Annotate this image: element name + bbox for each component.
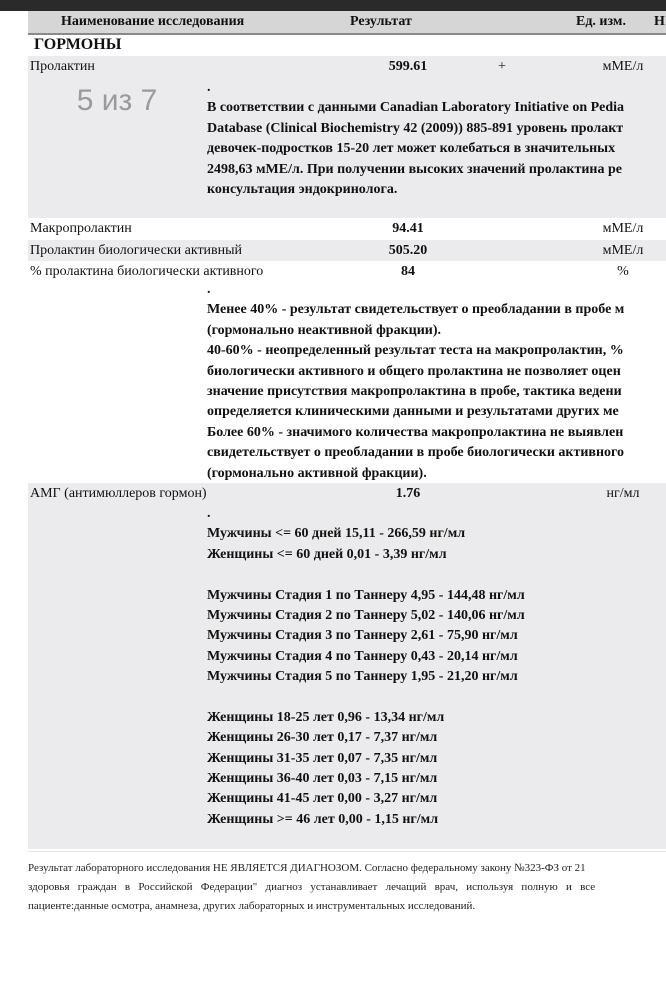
header-name: Наименование исследования xyxy=(61,14,245,29)
test-name: АМГ (антимюллеров гормон) xyxy=(30,486,207,501)
section-title: ГОРМОНЫ xyxy=(34,36,122,53)
test-value: 84 xyxy=(401,264,415,279)
test-value: 94.41 xyxy=(392,221,424,236)
divider xyxy=(28,851,666,852)
table-row xyxy=(28,261,666,282)
header-norm: Н xyxy=(654,14,665,29)
header-result: Результат xyxy=(350,14,412,29)
page-counter-badge: 5 из 7 xyxy=(42,78,192,154)
test-value: 599.61 xyxy=(388,59,428,74)
top-bar xyxy=(0,0,666,11)
table-row xyxy=(28,218,666,240)
test-unit: % xyxy=(617,264,629,279)
test-name: Макропролактин xyxy=(30,221,132,236)
disclaimer: Результат лабораторного исследования НЕ ЯВЛЯЕТСЯ ДИАГНОЗОМ. Согласно федеральному закону №323-ФЗ от 21 здоровья граждан в Российской Федерации" диагноз устанавливает лечащий врач, используя полную и все пациенте:данные осмотра, анамнеза, других лабораторных и инструментальных исследований. xyxy=(28,862,596,912)
prolactin-note: . В соответствии с данными Canadian Laboratory Initiative on Pedia Database (Clinical Biochemistry 42 (2009)) 885-891 уровень пролакт девочек-подростков 15-20 лет может колебаться в значительных 2498,63 мМЕ/л. При получении высоких значений пролактина ре консультация эндокринолога. xyxy=(207,80,625,197)
flag: + xyxy=(498,59,506,74)
test-unit: нг/мл xyxy=(606,486,640,501)
macroprolactin-note: . Менее 40% - результат свидетельствует о преобладании в пробе м (гормонально неактивной фракции). 40-60% - неопределенный результат теста на макропролактин, % биологически активного и общего пролактина не позволяет оцен значение присутствия макропролактина в пробе, тактика ведени определяется клиническими данными и результатами других ме Более 60% - значимого количества макропролактина не выявлен свидетельствует о преобладании в пробе биологически активного (гормонально активной фракции). xyxy=(207,282,625,481)
test-name: Пролактин биологически активный xyxy=(30,243,243,258)
amg-reference-note: . Мужчины <= 60 дней 15,11 - 266,59 нг/мл Женщины <= 60 дней 0,01 - 3,39 нг/мл Мужчины Стадия 1 по Таннеру 4,95 - 144,48 нг/мл Мужчины Стадия 2 по Таннеру 5,02 - 140,06 нг/мл Мужчины Стадия 3 по Таннеру 2,61 - 75,90 нг/мл Мужчины Стадия 4 по Таннеру 0,43 - 20,14 нг/мл Мужчины Стадия 5 по Таннеру 1,95 - 21,20 нг/мл Женщины 18-25 лет 0,96 - 13,34 нг/мл Женщины 26-30 лет 0,17 - 7,37 нг/мл Женщины 31-35 лет 0,07 - 7,35 нг/мл Женщины 36-40 лет 0,03 - 7,15 нг/мл Женщины 41-45 лет 0,00 - 3,27 нг/мл Женщины >= 46 лет 0,00 - 1,15 нг/мл xyxy=(207,506,525,827)
test-value: 1.76 xyxy=(395,486,421,501)
test-name: Пролактин xyxy=(30,59,95,74)
test-unit: мМЕ/л xyxy=(602,243,644,258)
header-unit: Ед. изм. xyxy=(576,14,626,29)
table-header xyxy=(28,11,666,35)
test-unit: мМЕ/л xyxy=(602,59,644,74)
test-unit: мМЕ/л xyxy=(602,221,644,236)
test-name: % пролактина биологически активного xyxy=(30,264,264,279)
table-row xyxy=(28,240,666,261)
test-value: 505.20 xyxy=(388,243,428,258)
